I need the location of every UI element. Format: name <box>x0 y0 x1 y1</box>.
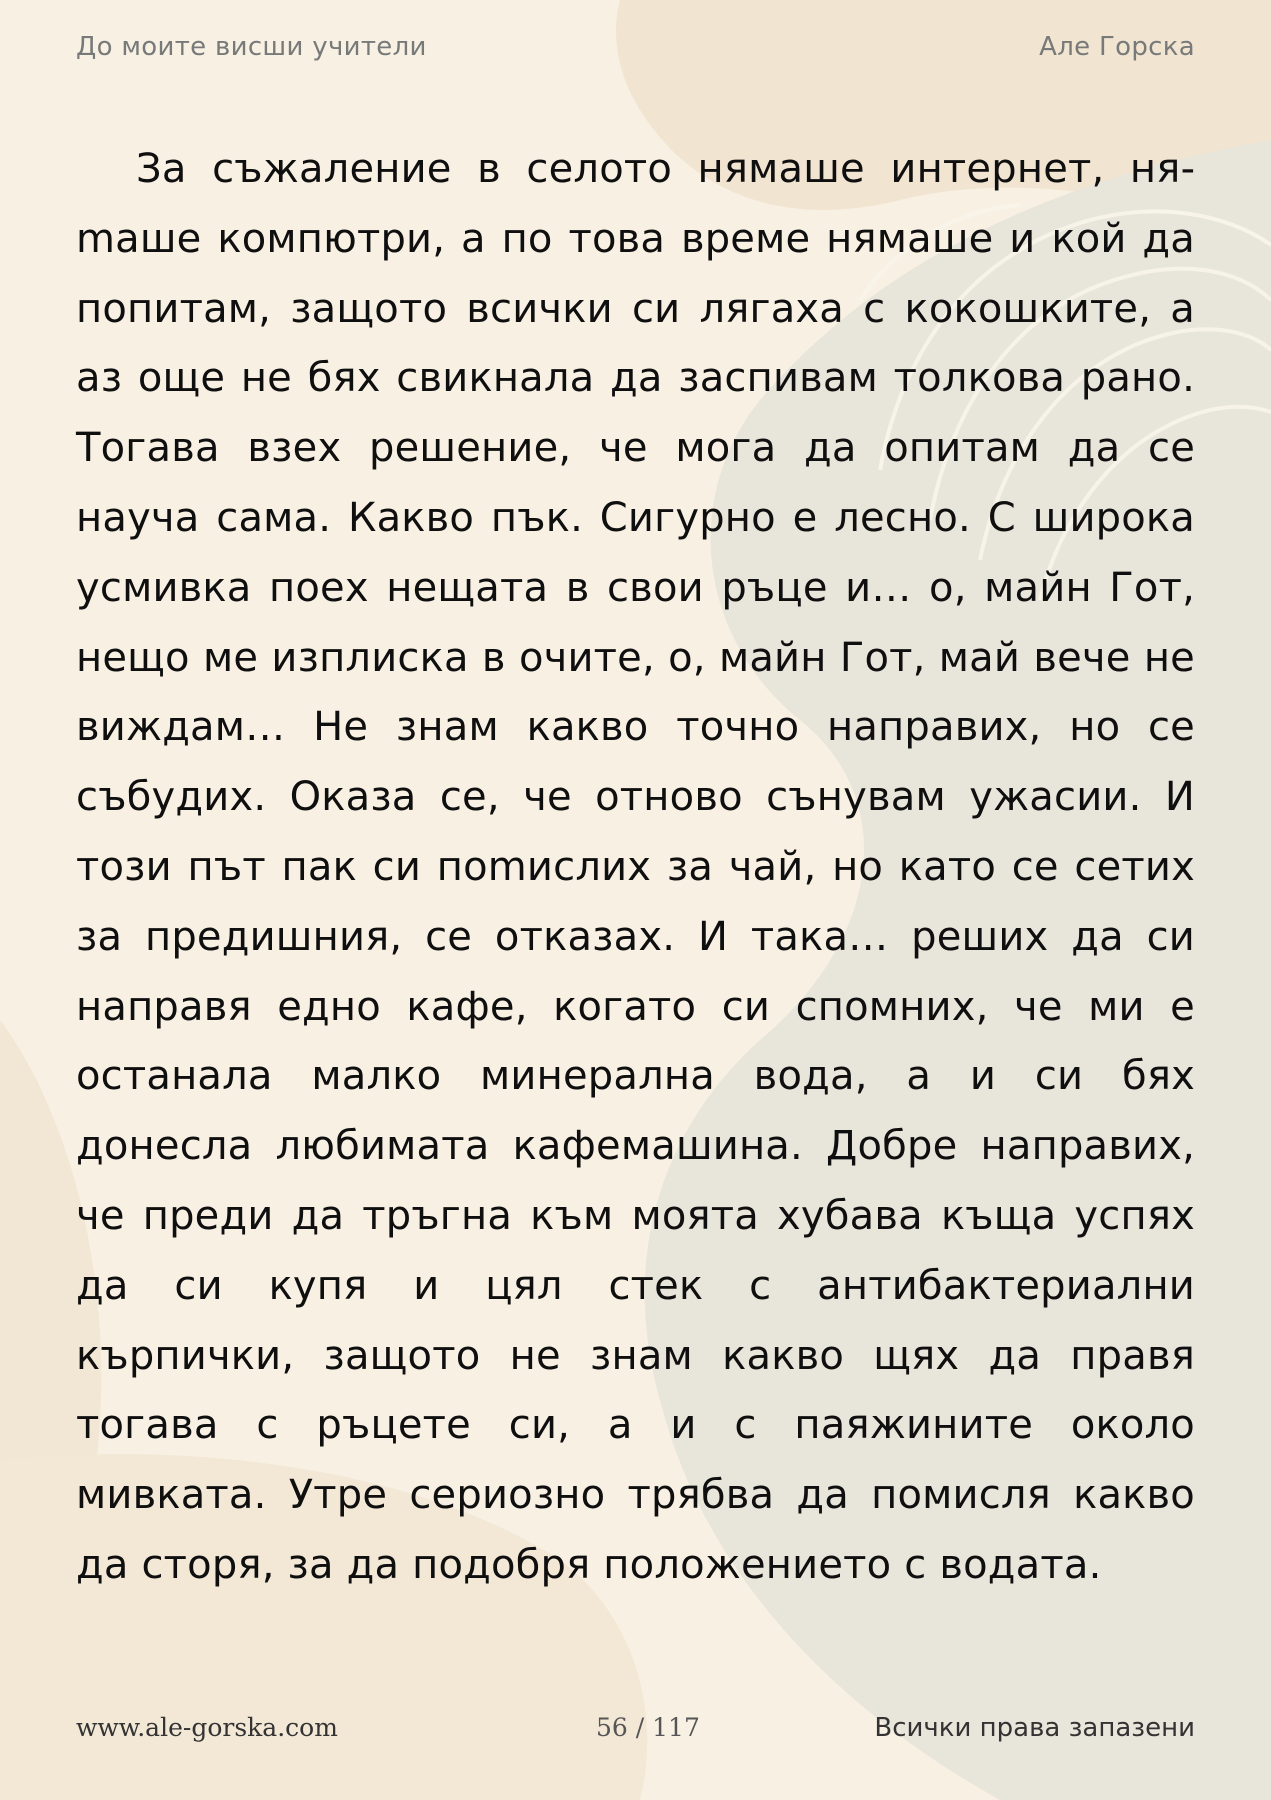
author-name: Але Горска <box>1039 32 1195 62</box>
page-footer <box>76 1713 1195 1749</box>
book-title: До моите висши учители <box>76 32 427 62</box>
website-link[interactable]: www.ale-gorska.com <box>76 1713 338 1742</box>
page-header <box>76 32 1195 62</box>
copyright-notice: Всички права запазени <box>874 1713 1195 1743</box>
page-number: 56 / 117 <box>596 1713 700 1742</box>
body-paragraph: За съжаление в селото нямаше интернет, няmаше компютри, а по това време нямаше и кой да попитам, защото всички си лягаха с кокошките, а аз още не бях свикнала да заспивам толкова рано. Тогава взех решение, че мога да опитам да се науча сама. Какво пък. Сигурно е лесно. С широка усмивка поех нещата в свои ръце и… о, майн Гот, нещо ме изплиска в очите, о, майн Гот, май вече не виждам… Не знам какво точно направих, но се събудих. Оказа се, че отново сънувам ужасии. И този път пак си поmислих за чай, но като се сетих за предишния, се отказах. И така… реших да си направя едно кафе, когато си спомних, че ми е останала малко минерална вода, а и си бях донесла любимата кафемашина. Добре направих, че преди да тръгна към моята хубава къща успях да си купя и цял стек с антибактериални кърпички, защото не знам какво щях да правя тогава с ръцете си, а и с паяжините около мивката. Утре сериозно трябва да помисля какво да сторя, за да подобря положението с водата. <box>76 146 1195 1588</box>
